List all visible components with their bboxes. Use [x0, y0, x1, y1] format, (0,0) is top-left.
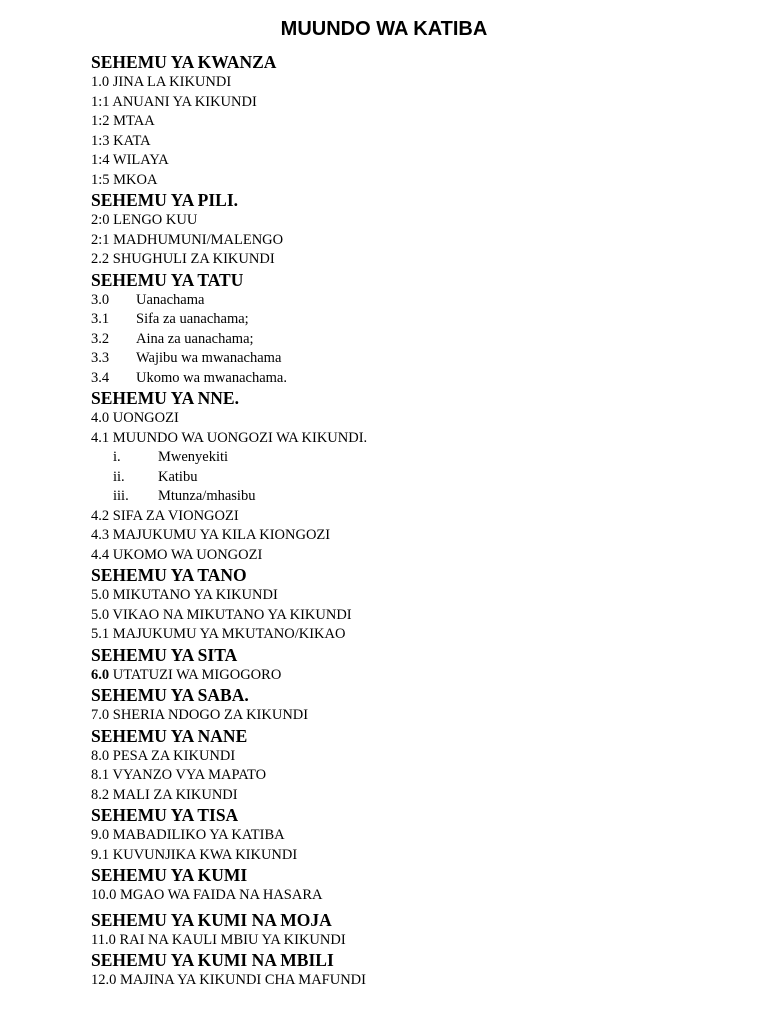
section-heading: SEHEMU YA PILI.: [91, 190, 239, 210]
list-item: 11.0 RAI NA KAULI MBIU YA KIKUNDI: [91, 931, 346, 948]
list-item: 10.0 MGAO WA FAIDA NA HASARA: [91, 887, 323, 903]
list-item: [91, 349, 731, 369]
list-item: [91, 330, 731, 350]
list-item: 8.1 VYANZO VYA MAPATO: [91, 767, 267, 783]
item-label: Ukomo wa mwanachama.: [136, 369, 287, 386]
item-label: Mtunza/mhasibu: [158, 488, 256, 504]
list-item: [91, 291, 731, 311]
list-item: 4.4 UKOMO WA UONGOZI: [91, 546, 263, 563]
sub-list-item: [91, 448, 731, 468]
list-item: 2:1 MADHUMUNI/MALENGO: [91, 231, 284, 248]
list-item: 1:1 ANUANI YA KIKUNDI: [91, 93, 257, 110]
list-item: 1:2 MTAA: [91, 113, 155, 129]
item-number: 3.4: [91, 369, 110, 386]
list-item: 1.0 JINA LA KIKUNDI: [91, 74, 232, 90]
list-item: 4.2 SIFA ZA VIONGOZI: [91, 507, 239, 524]
section-heading: SEHEMU YA TATU: [91, 269, 244, 290]
list-item: 4.1 MUUNDO WA UONGOZI WA KIKUNDI.: [91, 429, 368, 446]
list-item: 1:4 WILAYA: [91, 152, 169, 168]
item-label: Katibu: [158, 468, 198, 485]
section-heading: SEHEMU YA NANE: [91, 725, 248, 746]
sub-list-item: [91, 468, 731, 488]
item-label: Sifa za uanachama;: [136, 311, 249, 327]
section-heading: SEHEMU YA TISA: [91, 805, 239, 825]
table-of-contents: [91, 52, 731, 991]
list-item: [91, 369, 731, 389]
list-item: 9.1 KUVUNJIKA KWA KIKUNDI: [91, 846, 298, 863]
item-number: 3.0: [91, 291, 110, 308]
item-number: 3.1: [91, 311, 110, 327]
section-heading: SEHEMU YA KWANZA: [91, 52, 277, 72]
item-number: 6.0: [91, 666, 110, 683]
document-title: MUUNDO WA KATIBA: [280, 18, 488, 40]
sub-list-item: [91, 487, 731, 507]
list-item: 5.0 VIKAO NA MIKUTANO YA KIKUNDI: [91, 606, 352, 623]
section-heading: SEHEMU YA NNE.: [91, 388, 239, 408]
item-label: Uanachama: [136, 291, 205, 308]
list-item: 2.2 SHUGHULI ZA KIKUNDI: [91, 251, 275, 267]
list-item: [91, 666, 731, 686]
list-item: 12.0 MAJINA YA KIKUNDI CHA MAFUNDI: [91, 972, 366, 988]
list-item: 4.0 UONGOZI: [91, 410, 179, 426]
list-item: 5.0 MIKUTANO YA KIKUNDI: [91, 587, 278, 603]
section-heading: SEHEMU YA KUMI: [91, 865, 248, 885]
list-item: 9.0 MABADILIKO YA KATIBA: [91, 827, 285, 843]
item-label: Mwenyekiti: [158, 449, 229, 465]
section-heading: SEHEMU YA TANO: [91, 565, 247, 585]
list-item: 8.2 MALI ZA KIKUNDI: [91, 786, 238, 803]
roman-numeral: ii.: [113, 468, 125, 485]
section-heading: SEHEMU YA KUMI NA MOJA: [91, 909, 332, 930]
list-item: [91, 310, 731, 330]
list-item: 7.0 SHERIA NDOGO ZA KIKUNDI: [91, 707, 309, 723]
list-item: 1:5 MKOA: [91, 171, 158, 188]
section-heading: SEHEMU YA SITA: [91, 644, 238, 665]
item-label: Aina za uanachama;: [136, 330, 254, 347]
section-heading: SEHEMU YA KUMI NA MBILI: [91, 950, 334, 970]
list-item: 4.3 MAJUKUMU YA KILA KIONGOZI: [91, 527, 331, 543]
roman-numeral: i.: [113, 449, 121, 465]
list-item: 5.1 MAJUKUMU YA MKUTANO/KIKAO: [91, 626, 346, 642]
list-item: 8.0 PESA ZA KIKUNDI: [91, 747, 236, 764]
item-label: UTATUZI WA MIGOGORO: [109, 666, 282, 683]
section-heading: SEHEMU YA SABA.: [91, 685, 249, 705]
item-label: Wajibu wa mwanachama: [136, 350, 282, 366]
list-item: 2:0 LENGO KUU: [91, 212, 198, 228]
roman-numeral: iii.: [113, 488, 129, 504]
list-item: 1:3 KATA: [91, 132, 151, 149]
item-number: 3.2: [91, 330, 110, 347]
item-number: 3.3: [91, 350, 110, 366]
